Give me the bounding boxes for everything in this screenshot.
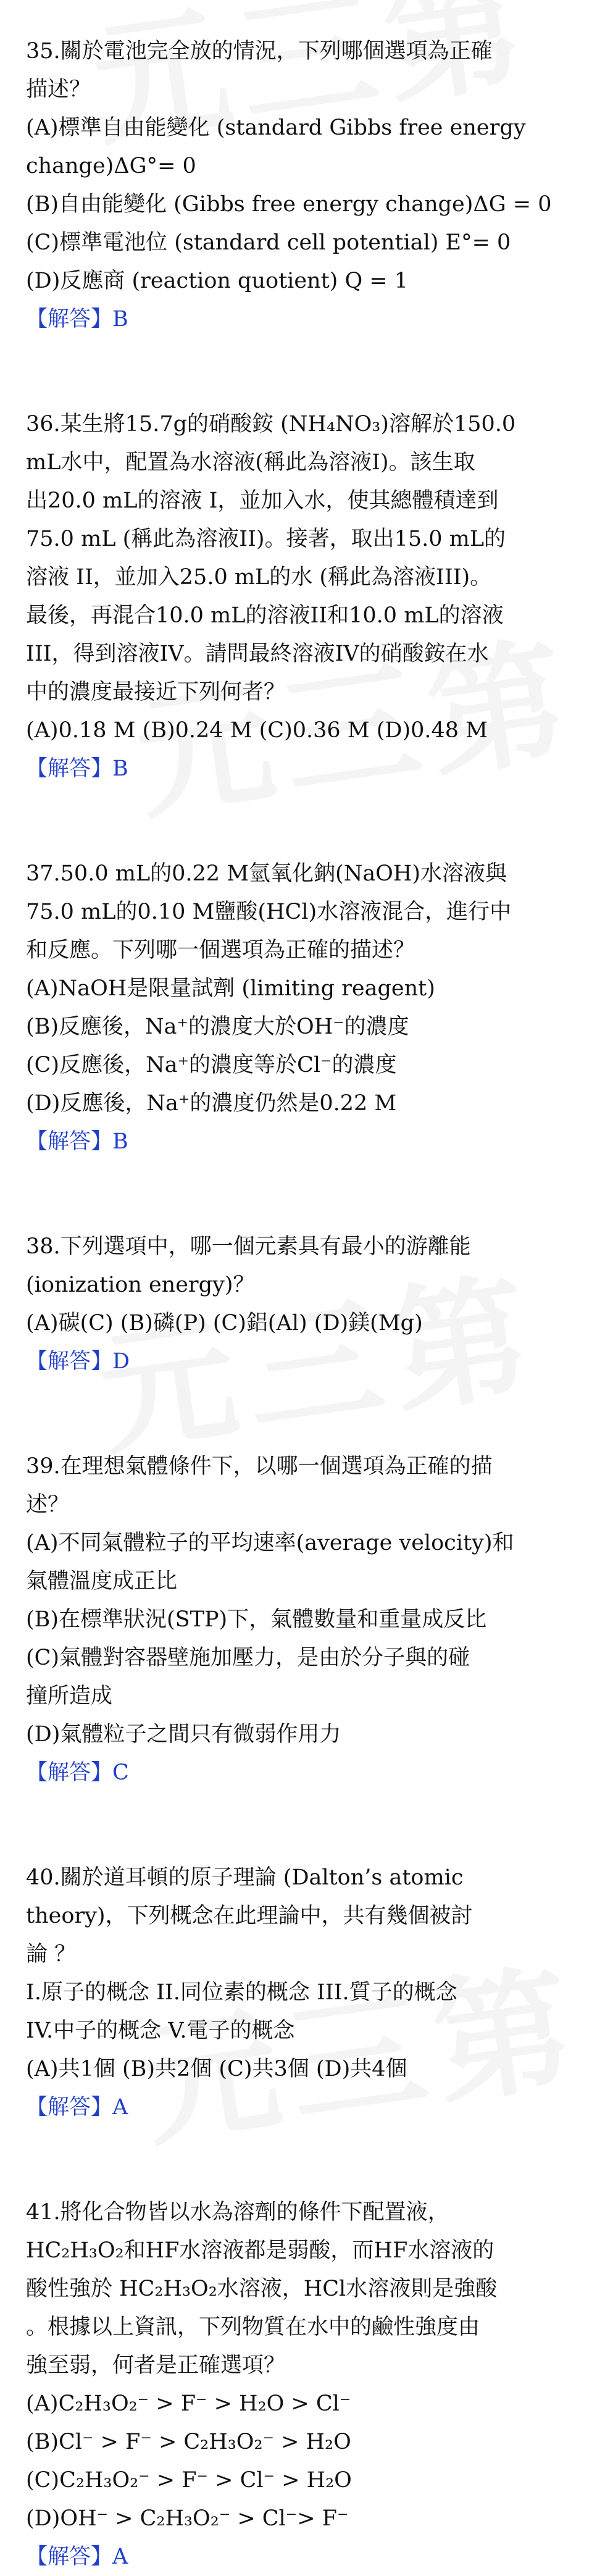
- question-block: [26, 32, 580, 338]
- question-line: 75.0 mL的0.10 M鹽酸(HCl)水溶液混合，進行中: [26, 900, 512, 924]
- question-line: (A)碳(C) (B)磷(P) (C)鋁(Al) (D)鎂(Mg): [26, 1311, 423, 1336]
- question-line: I.原子的概念 II.同位素的概念 III.質子的概念: [26, 1980, 457, 2005]
- question-stem: 40.關於道耳頓的原子理論 (Dalton’s atomic: [26, 1865, 464, 1890]
- question-line: (A)NaOH是限量試劑 (limiting reagent): [26, 976, 435, 1001]
- question-line: HC₂H₃O₂和HF水溶液都是弱酸，而HF水溶液的: [26, 2238, 494, 2263]
- question-line: (A)共1個 (B)共2個 (C)共3個 (D)共4個: [26, 2057, 407, 2081]
- question-line: 溶液 II，並加入25.0 mL的水 (稱此為溶液III)。: [26, 565, 492, 590]
- question-line: (C)氣體對容器壁施加壓力，是由於分子與的碰: [26, 1646, 470, 1670]
- question-block: [26, 405, 580, 788]
- question-stem: 39.在理想氣體條件下，以哪一個選項為正確的描: [26, 1454, 493, 1479]
- answer-label: 【解答】A: [26, 2095, 128, 2120]
- question-spacer: [26, 1381, 580, 1447]
- question-line: (D)反應後，Na⁺的濃度仍然是0.22 M: [26, 1091, 397, 1116]
- question-line: (C)反應後，Na⁺的濃度等於Cl⁻的濃度: [26, 1053, 397, 1077]
- question-spacer: [26, 338, 580, 405]
- question-line: (D)OH⁻ > C₂H₃O₂⁻ > Cl⁻> F⁻: [26, 2506, 349, 2531]
- question-line: (A)C₂H₃O₂⁻ > F⁻ > H₂O > Cl⁻: [26, 2391, 351, 2416]
- question-line: 中的濃度最接近下列何者？: [26, 680, 286, 705]
- answer-label: 【解答】B: [26, 307, 128, 332]
- question-line: 述？: [26, 1492, 70, 1517]
- question-block: [26, 855, 580, 1161]
- answer-label: 【解答】B: [26, 756, 128, 781]
- question-line: 。根據以上資訊，下列物質在水中的鹼性強度由: [26, 2315, 480, 2340]
- question-line: (B)Cl⁻ > F⁻ > C₂H₃O₂⁻ > H₂O: [26, 2430, 351, 2454]
- question-line: (A)標準自由能變化 (standard Gibbs free energy: [26, 115, 526, 140]
- question-line: 氣體溫度成正比: [26, 1569, 178, 1594]
- question-line: 75.0 mL (稱此為溶液II)。接著，取出15.0 mL的: [26, 527, 506, 551]
- question-line: 酸性強於 HC₂H₃O₂水溶液，HCl水溶液則是強酸: [26, 2277, 498, 2301]
- answer-label: 【解答】D: [26, 1349, 130, 1374]
- question-line: (D)氣體粒子之間只有微弱作用力: [26, 1722, 341, 1747]
- question-spacer: [26, 1792, 580, 1859]
- question-line: 出20.0 mL的溶液 I，並加入水，使其總體積達到: [26, 488, 499, 513]
- question-line: (A)0.18 M (B)0.24 M (C)0.36 M (D)0.48 M: [26, 718, 488, 743]
- question-line: (B)自由能變化 (Gibbs free energy change)ΔG = 0: [26, 192, 552, 217]
- answer-label: 【解答】B: [26, 1129, 128, 1154]
- question-line: 強至弱，何者是正確選項？: [26, 2353, 286, 2378]
- question-stem: 35.關於電池完全放的情況，下列哪個選項為正確: [26, 39, 493, 64]
- question-line: mL水中，配置為水溶液(稱此為溶液I)。該生取: [26, 450, 475, 475]
- question-line: (ionization energy)？: [26, 1273, 255, 1297]
- question-line: (D)反應商 (reaction quotient) Q = 1: [26, 269, 408, 293]
- question-line: 和反應。下列哪一個選項為正確的描述？: [26, 938, 415, 963]
- question-line: III，得到溶液IV。請問最終溶液IV的硝酸銨在水: [26, 642, 489, 666]
- question-line: 描述？: [26, 77, 91, 102]
- question-stem: 37.50.0 mL的0.22 M氫氧化鈉(NaOH)水溶液與: [26, 861, 507, 886]
- question-spacer: [26, 1161, 580, 1227]
- question-line: change)ΔG°= 0: [26, 154, 196, 178]
- question-line: (B)反應後，Na⁺的濃度大於OH⁻的濃度: [26, 1014, 409, 1039]
- question-stem: 36.某生將15.7g的硝酸銨 (NH₄NO₃)溶解於150.0: [26, 412, 516, 437]
- question-stem: 41.將化合物皆以水為溶劑的條件下配置液，: [26, 2200, 449, 2225]
- question-line: (C)C₂H₃O₂⁻ > F⁻ > Cl⁻ > H₂O: [26, 2468, 352, 2493]
- question-line: (C)標準電池位 (standard cell potential) E°= 0: [26, 230, 511, 255]
- question-stem: 38.下列選項中，哪一個元素具有最小的游離能: [26, 1234, 471, 1259]
- question-spacer: [26, 2126, 580, 2193]
- question-line: 論 ？: [26, 1942, 77, 1967]
- question-line: IV.中子的概念 V.電子的概念: [26, 2018, 295, 2043]
- question-block: [26, 1227, 580, 1381]
- question-line: (B)在標準狀況(STP)下，氣體數量和重量成反比: [26, 1607, 487, 1632]
- question-block: [26, 1447, 580, 1792]
- question-line: 最後，再混合10.0 mL的溶液II和10.0 mL的溶液: [26, 603, 504, 628]
- question-block: [26, 1859, 580, 2126]
- question-spacer: [26, 788, 580, 855]
- question-line: theory)，下列概念在此理論中，共有幾個被討: [26, 1904, 473, 1928]
- question-list: [26, 32, 580, 2576]
- answer-label: 【解答】C: [26, 1760, 129, 1785]
- question-line: (A)不同氣體粒子的平均速率(average velocity)和: [26, 1531, 514, 1555]
- question-block: [26, 2193, 580, 2576]
- question-line: 撞所造成: [26, 1684, 113, 1708]
- answer-label: 【解答】A: [26, 2545, 128, 2569]
